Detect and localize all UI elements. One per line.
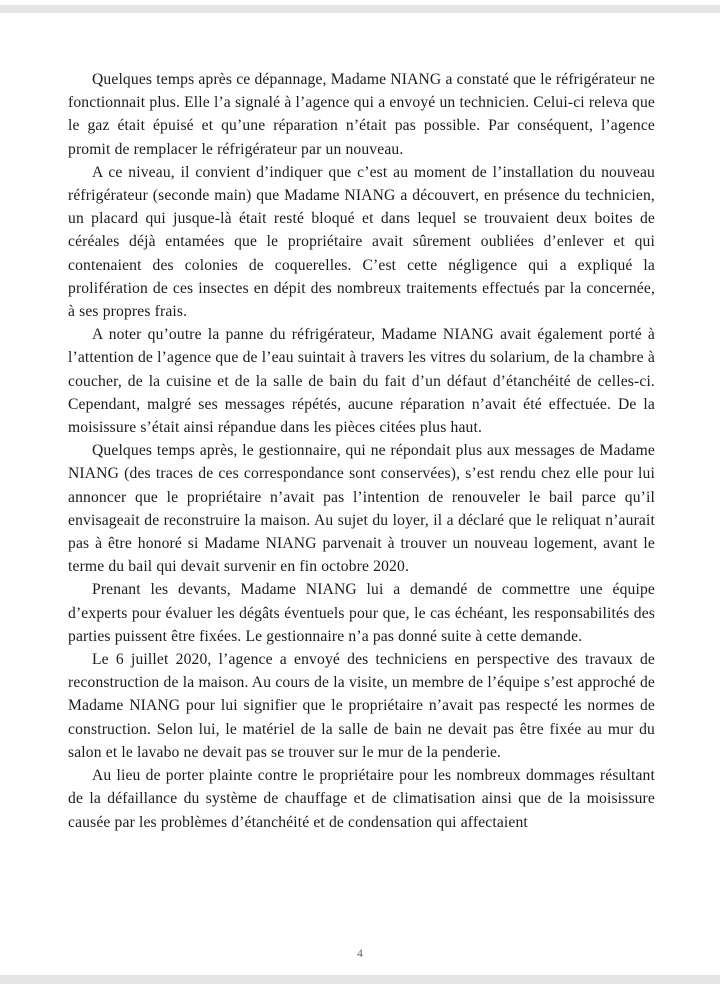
paragraph: A ce niveau, il convient d’indiquer que c’est au moment de l’installation du nouveau réfrigérateur (seconde main) que Madame NIANG a découvert, en présence du technicien, un placard qui jusque-là était resté bloqué et dans lequel se trouvaient deux boites de céréales déjà entamées que le propriétaire avait sûrement oubliées d’enlever et qui contenaient des colonies de coquerelles. C’est cette négligence qui a expliqué la prolifération de ces insectes en dépit des nombreux traitements effectués par la concernée, à ses propres frais. [68, 163, 655, 321]
paragraph: Le 6 juillet 2020, l’agence a envoyé des techniciens en perspective des travaux de reconstruction de la maison. Au cours de la visite, un membre de l’équipe s’est approché de Madame NIANG pour lui signifier que le propriétaire n’avait pas respecté les normes de construction. Selon lui, le matériel de la salle de bain ne devait pas être fixée au mur du salon et le lavabo ne devait pas se trouver sur le mur de la penderie. [68, 651, 655, 761]
page-gap-bottom [0, 975, 720, 984]
page-text-body [68, 68, 655, 834]
page-gap-top [0, 5, 720, 13]
paragraph: Quelques temps après ce dépannage, Madame NIANG a constaté que le réfrigérateur ne fonctionnait plus. Elle l’a signalé à l’agence qui a envoyé un technicien. Celui-ci releva que le gaz était épuisé et qu’une réparation n’était pas possible. Par conséquent, l’agence promit de remplacer le réfrigérateur par un nouveau. [68, 71, 655, 158]
paragraph: Au lieu de porter plainte contre le propriétaire pour les nombreux dommages résultant de la défaillance du système de chauffage et de climatisation ainsi que de la moisissure causée par les problèmes d’étanchéité et de condensation qui affectaient [68, 767, 655, 831]
paragraph: A noter qu’outre la panne du réfrigérateur, Madame NIANG avait également porté à l’attention de l’agence que de l’eau suintait à travers les vitres du solarium, de la chambre à coucher, de la cuisine et de la salle de bain du fait d’un défaut d’étanchéité de celles-ci. Cependant, malgré ses messages répétés, aucune réparation n’avait été effectuée. De la moisissure s’était ainsi répandue dans les pièces citées plus haut. [68, 326, 655, 437]
paragraph: Prenant les devants, Madame NIANG lui a demandé de commettre une équipe d’experts pour évaluer les dégâts éventuels pour que, le cas échéant, les responsabilités des parties puissent être fixées. Le gestionnaire n’a pas donné suite à cette demande. [68, 581, 655, 645]
paragraph: Quelques temps après, le gestionnaire, qui ne répondait plus aux messages de Madame NIANG (des traces de ces correspondance sont conservées), s’est rendu chez elle pour lui annoncer que le propriétaire n’avait pas l’intention de renouveler le bail parce qu’il envisageait de reconstruire la maison. Au sujet du loyer, il a déclaré que le reliquat n’aurait pas à être honoré si Madame NIANG parvenait à trouver un nouveau logement, avant le terme du bail qui devait survenir en fin octobre 2020. [68, 442, 655, 576]
document-page [0, 13, 720, 975]
page-number: 4 [357, 948, 363, 960]
